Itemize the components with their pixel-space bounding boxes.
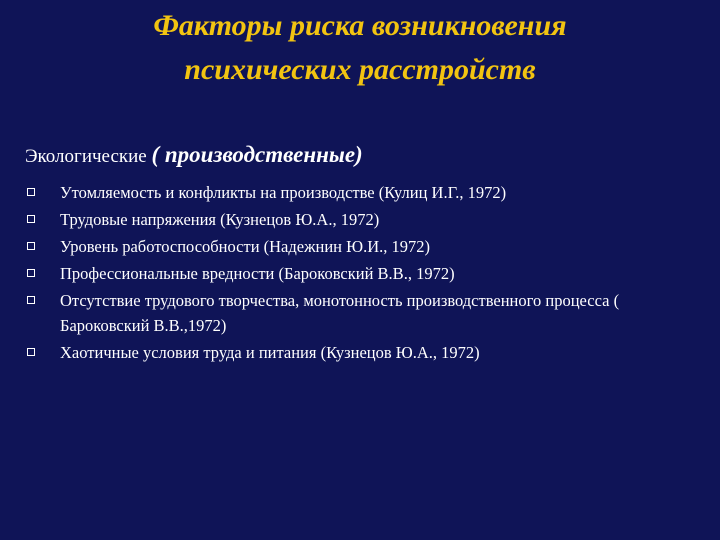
- list-item-text: Хаотичные условия труда и питания (Кузнецов Ю.А., 1972): [60, 343, 480, 362]
- list-item-text: Уровень работоспособности (Надежнин Ю.И., 1972): [60, 237, 430, 256]
- section-heading-lead: Экологические: [25, 146, 147, 167]
- list-item: [22, 340, 702, 365]
- list-item: [22, 234, 702, 259]
- slide-title-line-2: психических расстройств: [184, 53, 536, 86]
- factor-list: [22, 180, 702, 367]
- list-item: [22, 261, 702, 286]
- section-heading-emphasis: ( производственные): [151, 142, 363, 167]
- square-bullet-icon: [27, 242, 35, 250]
- square-bullet-icon: [27, 269, 35, 277]
- square-bullet-icon: [27, 188, 35, 196]
- slide-title: [40, 4, 680, 92]
- list-item: [22, 180, 702, 205]
- list-item-text: Отсутствие трудового творчества, монотонность производственного процесса ( Бароковский В.В.,1972): [60, 291, 620, 335]
- square-bullet-icon: [27, 215, 35, 223]
- list-item-text: Утомляемость и конфликты на производстве (Кулиц И.Г., 1972): [60, 183, 507, 202]
- list-item: [22, 207, 702, 232]
- square-bullet-icon: [27, 296, 35, 304]
- section-heading: [25, 142, 363, 168]
- list-item-text: Профессиональные вредности (Бароковский В.В., 1972): [60, 264, 455, 283]
- list-item: [22, 288, 702, 338]
- slide-title-line-1: Факторы риска возникновения: [153, 9, 567, 42]
- list-item-text: Трудовые напряжения (Кузнецов Ю.А., 1972): [60, 210, 380, 229]
- square-bullet-icon: [27, 348, 35, 356]
